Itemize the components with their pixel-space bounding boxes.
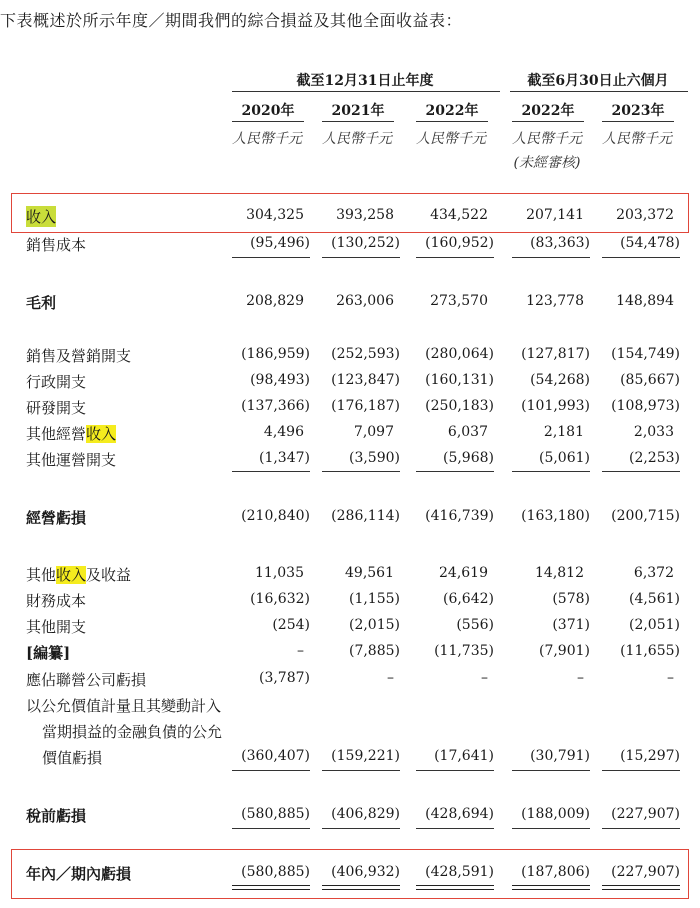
- table-row-period-loss: [0, 861, 700, 885]
- group-header-fy: 截至12月31日止年度: [296, 73, 434, 89]
- unit-label: 人民幣千元: [232, 131, 302, 147]
- table-row-other-income-gains: [0, 562, 700, 586]
- cell-2023-6m: (227,907): [611, 806, 680, 822]
- cell-2020: (95,496): [250, 235, 310, 251]
- row-label: 應佔聯營公司虧損: [26, 671, 147, 689]
- cell-2022-6m: (5,061): [538, 450, 590, 466]
- cell-2020: (254): [272, 617, 310, 633]
- cell-2022: 434,522: [430, 207, 488, 223]
- cell-2020: 4,496: [263, 424, 304, 440]
- subtotal-rule: [416, 257, 494, 258]
- cell-2022: (280,064): [425, 346, 494, 362]
- row-label: [26, 564, 131, 585]
- cell-2023-6m: (11,655): [620, 643, 680, 659]
- cell-2022: (428,591): [425, 864, 494, 880]
- subtotal-rule: [602, 770, 680, 771]
- cell-2023-6m: 2,033: [633, 424, 674, 440]
- cell-2023-6m: (227,907): [611, 864, 680, 880]
- cell-2022-6m: 2,181: [543, 424, 584, 440]
- year-rule: [512, 121, 584, 122]
- cell-2022-6m: (7,901): [538, 643, 590, 659]
- cell-2021: (406,932): [331, 864, 400, 880]
- row-label: 行政開支: [26, 373, 87, 391]
- row-label-part: 其他: [26, 566, 57, 584]
- cell-2021: 393,258: [336, 207, 394, 223]
- cell-2022: (428,694): [425, 806, 494, 822]
- row-label-part: 及收益: [86, 566, 132, 584]
- subtotal-rule: [512, 257, 590, 258]
- cell-2021: 263,006: [336, 293, 394, 309]
- table-row-cost-of-sales: [0, 232, 700, 256]
- cell-2022: (250,183): [425, 398, 494, 414]
- total-double-rule: [416, 885, 494, 890]
- table-row-other-operating-expenses: [0, 447, 700, 471]
- subtotal-rule: [232, 770, 310, 771]
- cell-2020: (360,407): [241, 748, 310, 764]
- row-label: 其他運營開支: [26, 451, 117, 469]
- subtotal-rule: [416, 471, 494, 472]
- cell-2022: (160,131): [425, 372, 494, 388]
- table-row-gross-profit: [0, 290, 700, 314]
- cell-2021: (252,593): [331, 346, 400, 362]
- subtotal-rule: [602, 471, 680, 472]
- subtotal-rule: [416, 828, 494, 829]
- table-row-redacted: [0, 640, 700, 664]
- subtotal-rule: [322, 257, 400, 258]
- table-row-associate-loss: [0, 667, 700, 691]
- year-rule: [232, 121, 304, 122]
- cell-2020: (3,787): [258, 670, 310, 686]
- total-double-rule: [322, 885, 400, 890]
- year-header-2022-6m: 2022年: [521, 103, 575, 119]
- row-label-line: 以公允價值計量且其變動計入: [26, 697, 222, 715]
- cell-2022-6m: (578): [552, 591, 590, 607]
- table-row-fvtpl-label-1: [0, 693, 700, 717]
- cell-2023-6m: 203,372: [616, 207, 674, 223]
- cell-2023-6m: (4,561): [628, 591, 680, 607]
- cell-2022-6m: (163,180): [521, 508, 590, 524]
- cell-2022: (416,739): [425, 508, 494, 524]
- subtotal-rule: [416, 770, 494, 771]
- cell-2022-6m: (83,363): [530, 235, 590, 251]
- subtotal-rule: [232, 828, 310, 829]
- cell-2022-6m: (187,806): [521, 864, 590, 880]
- table-row-rnd-expenses: [0, 395, 700, 419]
- cell-2020: 208,829: [246, 293, 304, 309]
- cell-2020: (580,885): [241, 864, 310, 880]
- cell-2020: 11,035: [255, 565, 304, 581]
- table-row-operating-loss: [0, 505, 700, 529]
- subtotal-rule: [512, 828, 590, 829]
- row-label: [26, 423, 116, 444]
- row-label: 財務成本: [26, 592, 87, 610]
- cell-2022-6m: 14,812: [535, 565, 584, 581]
- row-label-line: 價值虧損: [42, 749, 103, 767]
- table-row-fvtpl-label-2: [0, 719, 700, 743]
- row-label: 稅前虧損: [26, 807, 87, 825]
- year-header-2021: 2021年: [331, 103, 385, 119]
- row-label: 銷售及營銷開支: [26, 347, 132, 365]
- cell-2022: –: [481, 670, 488, 686]
- row-label: 收入: [26, 208, 57, 226]
- cell-2022: (5,968): [442, 450, 494, 466]
- subtotal-rule: [602, 828, 680, 829]
- cell-2021: (159,221): [331, 748, 400, 764]
- row-label: 年內／期內虧損: [26, 865, 132, 883]
- cell-2021: (130,252): [331, 235, 400, 251]
- cell-2022-6m: –: [577, 670, 584, 686]
- row-label: 其他開支: [26, 618, 87, 636]
- subtotal-rule: [232, 257, 310, 258]
- cell-2022: (17,641): [434, 748, 494, 764]
- year-header-2023-6m: 2023年: [611, 103, 665, 119]
- subtotal-rule: [602, 257, 680, 258]
- subtotal-rule: [512, 471, 590, 472]
- cell-2023-6m: (15,297): [620, 748, 680, 764]
- group-header-6m: 截至6月30日止六個月: [527, 73, 669, 89]
- cell-2022-6m: 123,778: [526, 293, 584, 309]
- row-label-line: 當期損益的金融負債的公允: [42, 723, 223, 741]
- row-label: [編纂]: [26, 644, 71, 662]
- cell-2022-6m: (188,009): [521, 806, 590, 822]
- cell-2022: (556): [456, 617, 494, 633]
- cell-2023-6m: 148,894: [616, 293, 674, 309]
- cell-2022: (11,735): [434, 643, 494, 659]
- cell-2021: (123,847): [331, 372, 400, 388]
- year-header-2020: 2020年: [241, 103, 295, 119]
- cell-2022-6m: (101,993): [521, 398, 590, 414]
- row-label: 毛利: [26, 294, 57, 312]
- cell-2022: 24,619: [439, 565, 488, 581]
- cell-2021: (286,114): [331, 508, 400, 524]
- table-row-revenue: [0, 204, 700, 228]
- table-row-admin-expenses: [0, 369, 700, 393]
- table-row-other-operating-income: [0, 421, 700, 445]
- intro-text: 下表概述於所示年度／期間我們的綜合損益及其他全面收益表：: [0, 11, 463, 30]
- unaudited-label: (未經審核): [513, 155, 581, 171]
- group-header-fy-rule: [232, 91, 500, 92]
- cell-2023-6m: (54,478): [620, 235, 680, 251]
- subtotal-rule: [322, 471, 400, 472]
- cell-2020: (137,366): [241, 398, 310, 414]
- cell-2022-6m: (30,791): [530, 748, 590, 764]
- cell-2021: (7,885): [348, 643, 400, 659]
- row-label: 銷售成本: [26, 236, 87, 254]
- year-rule: [322, 121, 394, 122]
- total-double-rule: [232, 885, 310, 890]
- cell-2020: (210,840): [241, 508, 310, 524]
- cell-2023-6m: (85,667): [620, 372, 680, 388]
- table-row-other-expenses: [0, 614, 700, 638]
- row-label-highlight: 收入: [56, 566, 87, 584]
- cell-2023-6m: (200,715): [611, 508, 680, 524]
- row-label: 經營虧損: [26, 509, 87, 527]
- total-double-rule: [602, 885, 680, 890]
- cell-2023-6m: (2,051): [628, 617, 680, 633]
- total-double-rule: [512, 885, 590, 890]
- unit-label: 人民幣千元: [602, 131, 672, 147]
- cell-2020: (580,885): [241, 806, 310, 822]
- cell-2021: (176,187): [331, 398, 400, 414]
- cell-2023-6m: –: [667, 670, 674, 686]
- cell-2023-6m: (2,253): [628, 450, 680, 466]
- group-header-6m-rule: [510, 91, 688, 92]
- table-row-finance-costs: [0, 588, 700, 612]
- subtotal-rule: [512, 770, 590, 771]
- cell-2021: –: [387, 670, 394, 686]
- cell-2022-6m: 207,141: [526, 207, 584, 223]
- subtotal-rule: [322, 770, 400, 771]
- cell-2022-6m: (54,268): [530, 372, 590, 388]
- year-rule: [602, 121, 674, 122]
- table-row-selling-expenses: [0, 343, 700, 367]
- table-row-fvtpl: [0, 745, 700, 769]
- cell-2023-6m: (108,973): [611, 398, 680, 414]
- cell-2021: (3,590): [348, 450, 400, 466]
- unit-label: 人民幣千元: [322, 131, 392, 147]
- cell-2021: (1,155): [348, 591, 400, 607]
- cell-2020: –: [297, 643, 304, 659]
- cell-2023-6m: (154,749): [611, 346, 680, 362]
- cell-2020: (186,959): [241, 346, 310, 362]
- cell-2021: (406,829): [331, 806, 400, 822]
- unit-label: 人民幣千元: [416, 131, 486, 147]
- year-rule: [416, 121, 488, 122]
- cell-2022: (160,952): [425, 235, 494, 251]
- cell-2023-6m: 6,372: [633, 565, 674, 581]
- row-label-highlight: 收入: [86, 425, 117, 443]
- cell-2020: (1,347): [258, 450, 310, 466]
- unit-label: 人民幣千元: [512, 131, 582, 147]
- cell-2020: (98,493): [250, 372, 310, 388]
- cell-2022-6m: (127,817): [521, 346, 590, 362]
- cell-2022: (6,642): [442, 591, 494, 607]
- cell-2022-6m: (371): [552, 617, 590, 633]
- cell-2020: 304,325: [246, 207, 304, 223]
- cell-2021: 49,561: [345, 565, 394, 581]
- cell-2022: 6,037: [447, 424, 488, 440]
- cell-2021: (2,015): [348, 617, 400, 633]
- cell-2020: (16,632): [250, 591, 310, 607]
- subtotal-rule: [232, 471, 310, 472]
- row-label-part: 其他經營: [26, 425, 87, 443]
- cell-2022: 273,570: [430, 293, 488, 309]
- table-row-pretax-loss: [0, 803, 700, 827]
- year-header-2022: 2022年: [425, 103, 479, 119]
- subtotal-rule: [322, 828, 400, 829]
- row-label: 研發開支: [26, 399, 87, 417]
- cell-2021: 7,097: [353, 424, 394, 440]
